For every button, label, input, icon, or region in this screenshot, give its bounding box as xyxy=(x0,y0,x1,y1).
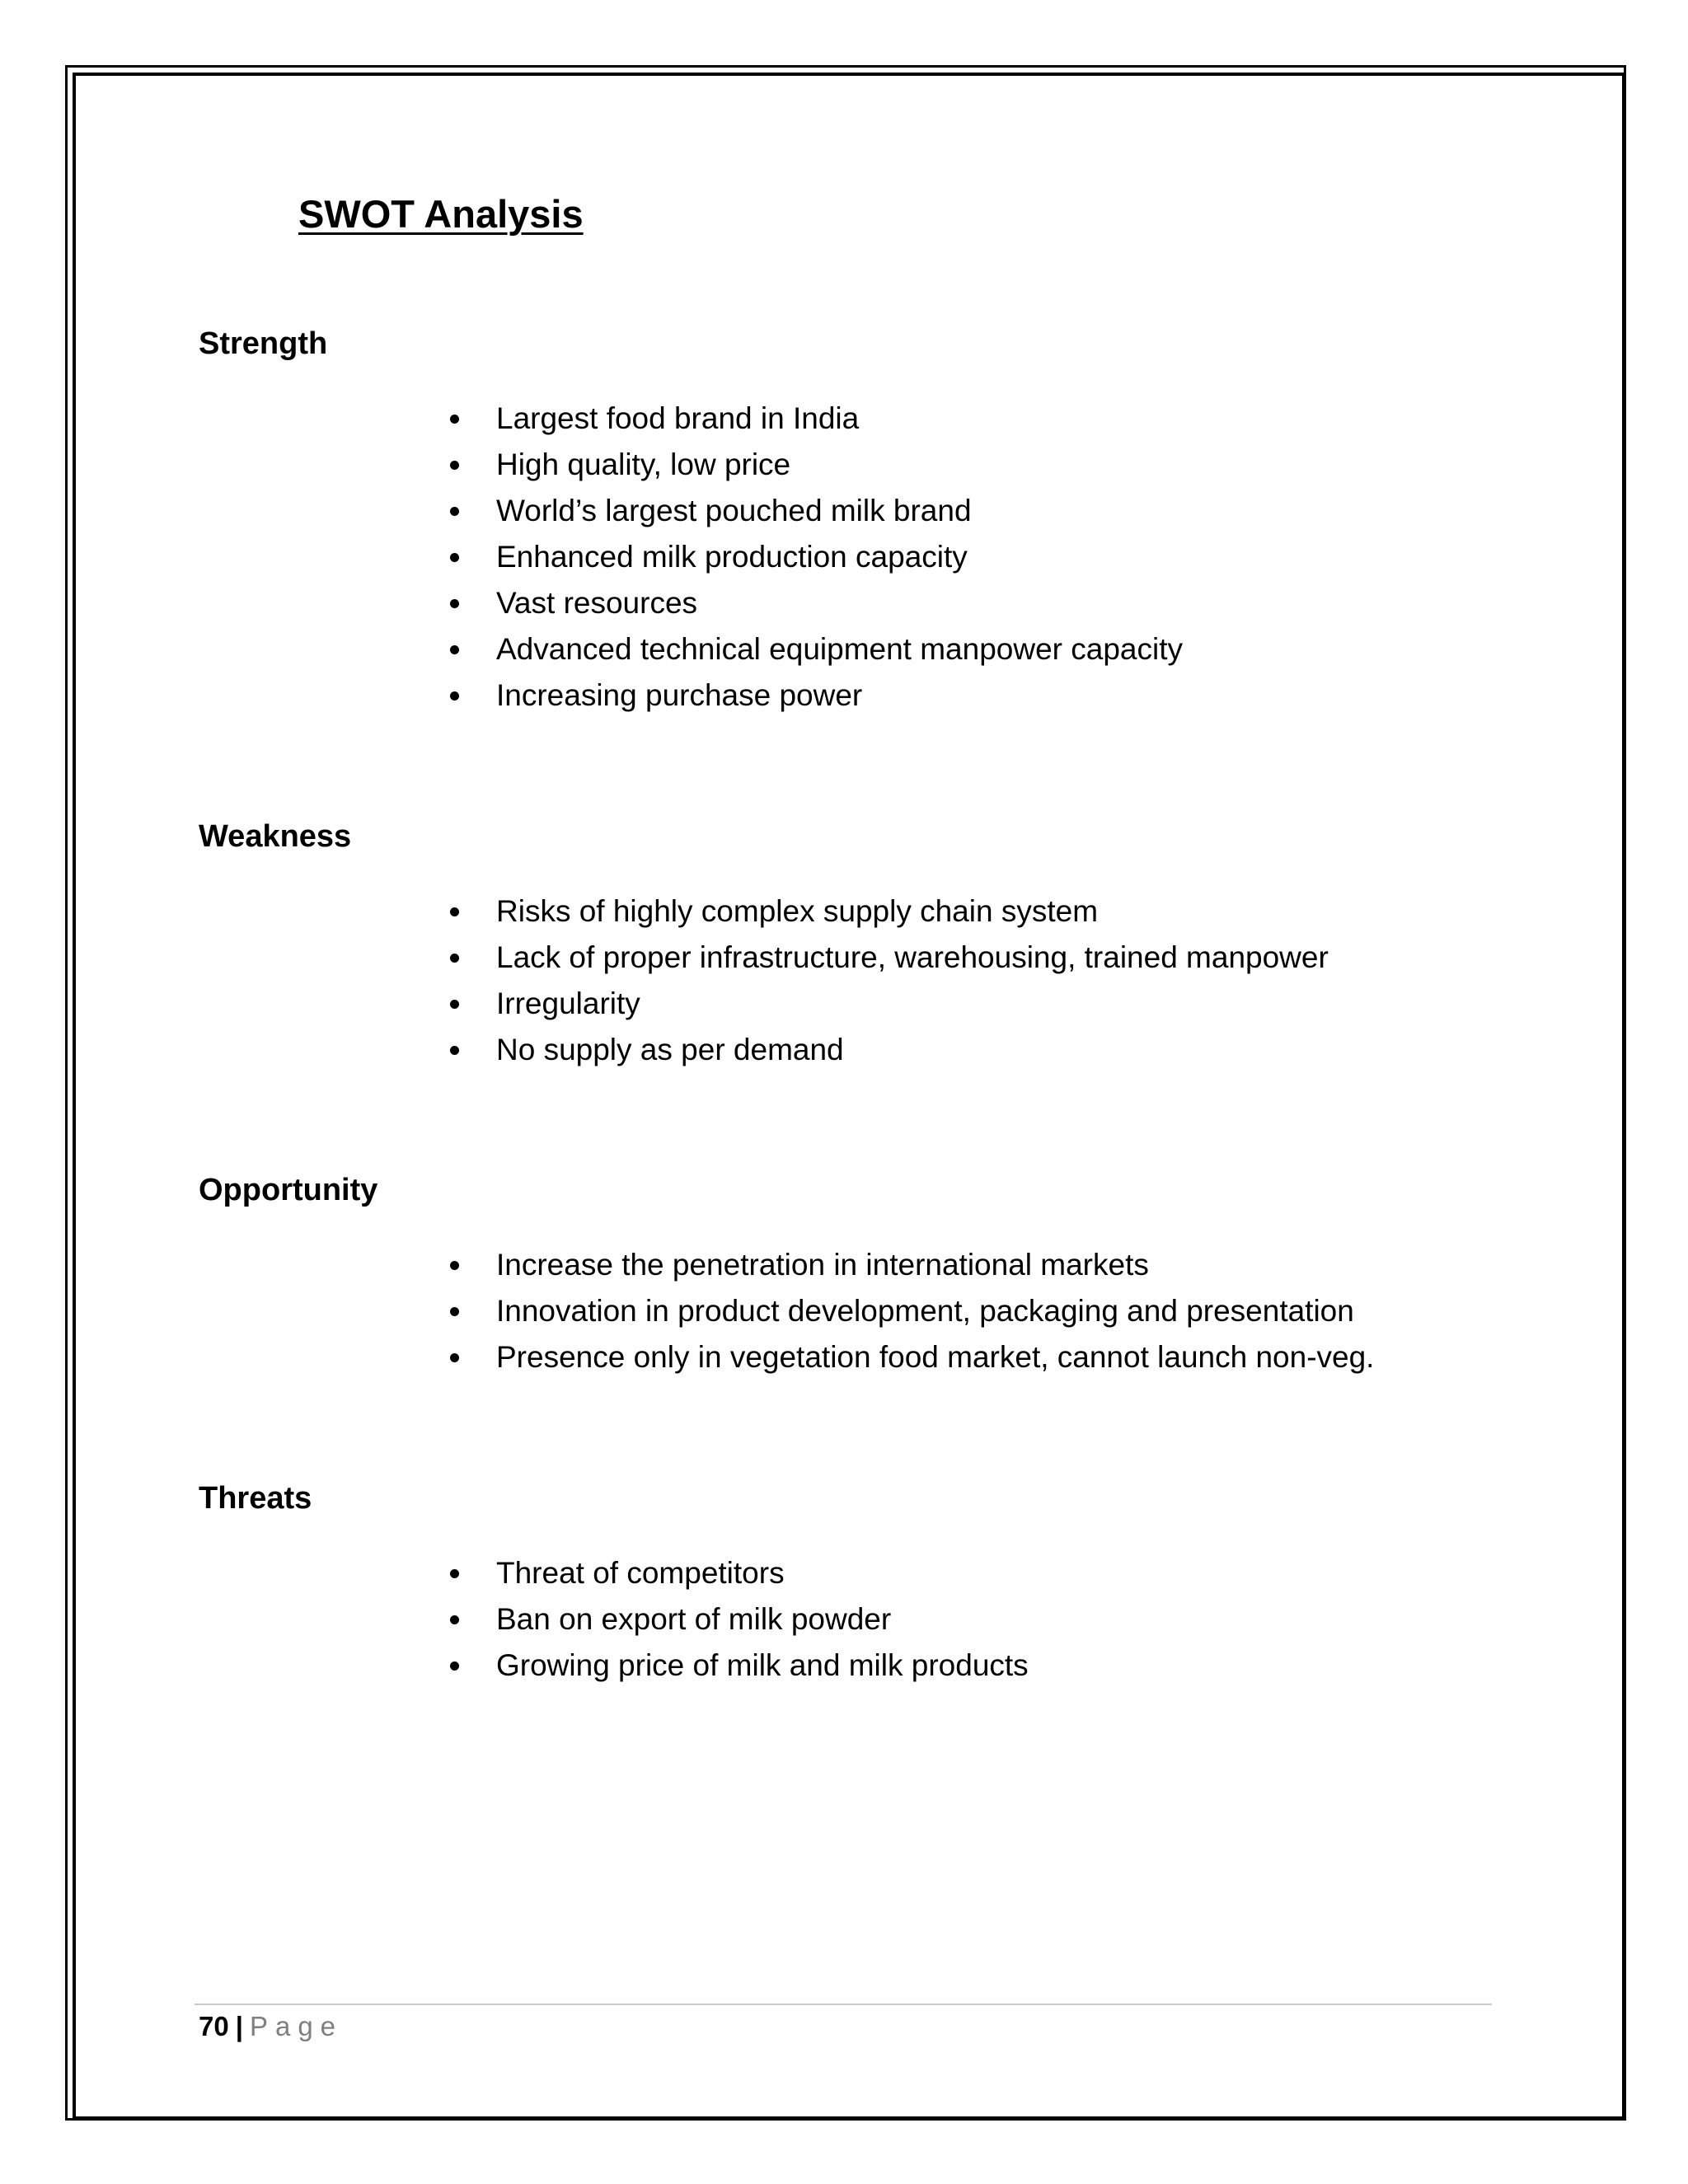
bullet-icon xyxy=(450,1661,459,1671)
section-heading-strength: Strength xyxy=(199,326,328,361)
page-separator: | xyxy=(235,2011,243,2041)
page-number: 70 xyxy=(199,2011,229,2041)
bullet-icon xyxy=(450,415,459,424)
bullet-icon xyxy=(450,691,459,701)
section-heading-opportunity: Opportunity xyxy=(199,1173,378,1207)
page-footer xyxy=(199,2013,343,2040)
page-border-inner xyxy=(73,73,1625,2120)
section-heading-threats: Threats xyxy=(199,1481,312,1516)
page-title: SWOT Analysis xyxy=(298,192,584,236)
bullet-icon xyxy=(450,1307,459,1316)
bullet-icon xyxy=(450,1569,459,1578)
bullet-icon xyxy=(450,907,459,916)
bullet-icon xyxy=(450,507,459,516)
bullet-icon xyxy=(450,553,459,562)
section-heading-weakness: Weakness xyxy=(199,819,352,854)
bullet-icon xyxy=(450,1046,459,1055)
bullet-icon xyxy=(450,1353,459,1362)
bullet-icon xyxy=(450,1000,459,1009)
bullet-icon xyxy=(450,645,459,654)
footer-divider xyxy=(195,2004,1492,2005)
page-label: Page xyxy=(249,2011,344,2041)
bullet-icon xyxy=(450,461,459,470)
bullet-icon xyxy=(450,1261,459,1270)
bullet-icon xyxy=(450,954,459,963)
bullet-icon xyxy=(450,599,459,608)
bullet-icon xyxy=(450,1615,459,1624)
